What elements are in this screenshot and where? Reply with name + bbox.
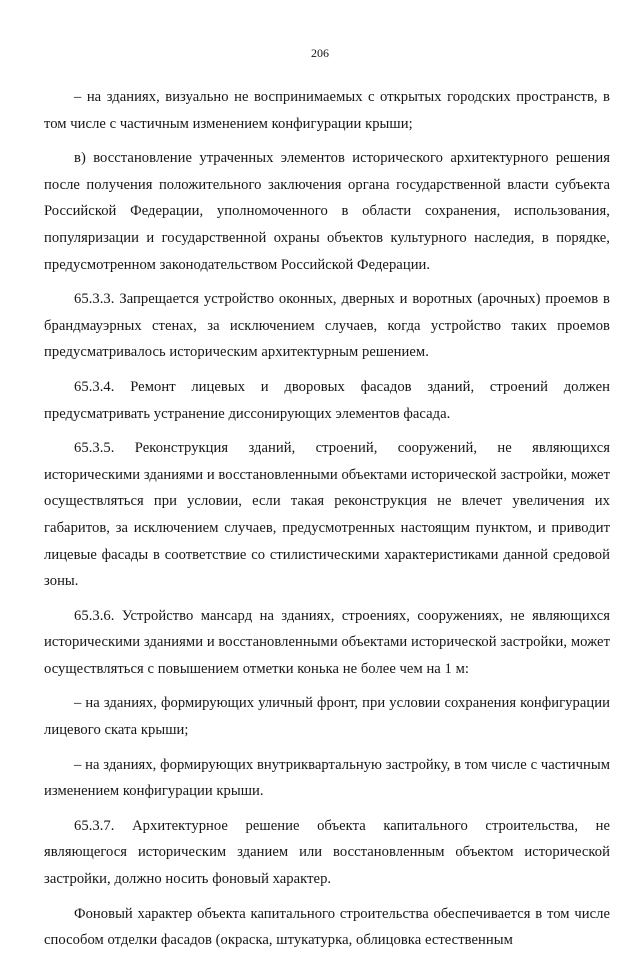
paragraph-1: – на зданиях, визуально не воспринимаемых с открытых городских пространств, в том числе с частичным изменением конфигурации крыши; [44, 89, 610, 132]
paragraph-4: 65.3.4. Ремонт лицевых и дворовых фасадов зданий, строений должен предусматривать устранение диссонирующих элементов фасада. [44, 378, 610, 422]
paragraph-8: – на зданиях, формирующих внутриквартальную застройку, в том числе с частичным изменением конфигурации крыши. [44, 756, 610, 800]
paragraph-3: 65.3.3. Запрещается устройство оконных, дверных и воротных (арочных) проемов в брандмауэрных стенах, за исключением случаев, когда устройство таких проемов предусматривалось историческим архитектурным решением. [44, 291, 610, 361]
paragraph-10: Фоновый характер объекта капитального строительства обеспечивается в том числе способом отделки фасадов (окраска, штукатурка, облицовка естественным [44, 905, 610, 949]
paragraph-7: – на зданиях, формирующих уличный фронт, при условии сохранения конфигурации лицевого ската крыши; [44, 695, 610, 739]
paragraph-9: 65.3.7. Архитектурное решение объекта капитального строительства, не являющегося историческим зданием или восстановленным объектом исторической застройки, должно носить фоновый характер. [44, 817, 610, 888]
paragraph-6: 65.3.6. Устройство мансард на зданиях, строениях, сооружениях, не являющихся историческими зданиями и восстановленными объектами исторической застройки, может осуществляться с повышением отметки конька не более чем на 1 м: [44, 607, 610, 677]
page-number: 206 [311, 46, 329, 60]
document-body [44, 84, 610, 954]
paragraph-5: 65.3.5. Реконструкция зданий, строений, сооружений, не являющихся историческими зданиями и восстановленными объектами исторической застройки, может осуществляться при условии, если такая реконструкция не влечет увеличения их габаритов, за исключением случаев, предусмотренных настоящим пунктом, и приводит лицевые фасады в соответствие со стилистическими характеристиками данной средовой зоны. [44, 440, 610, 590]
paragraph-2: в) восстановление утраченных элементов исторического архитектурного решения после получения положительного заключения органа государственной власти субъекта Российской Федерации, уполномоченного в области сохранения, использования, популяризации и государственной охраны объектов культурного наследия, в порядке, предусмотренном законодательством Российской Федерации. [44, 150, 610, 273]
